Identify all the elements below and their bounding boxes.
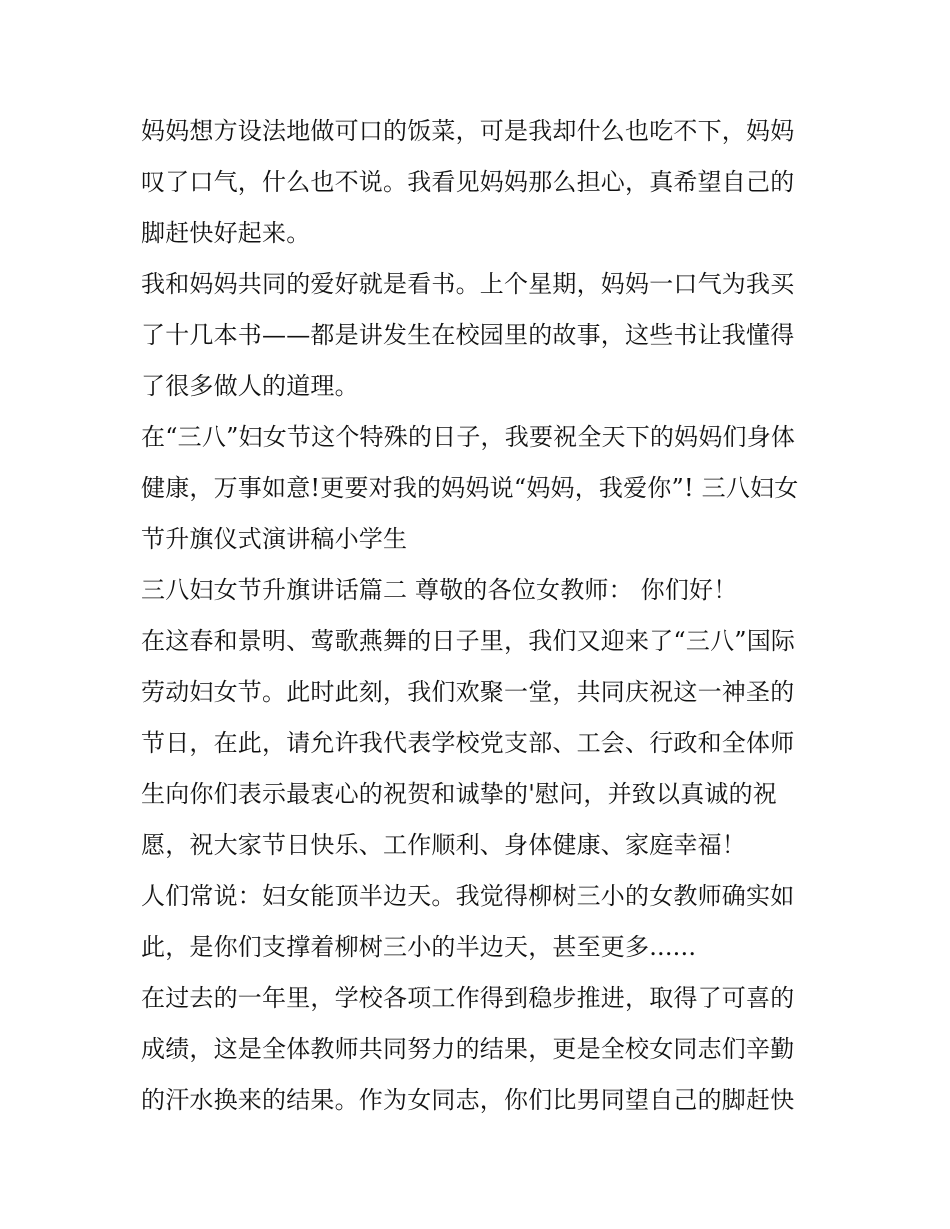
- text-line: 叹了口气，什么也不说。我看见妈妈那么担心，真希望自己的: [141, 168, 795, 196]
- text-line: 节日，在此，请允许我代表学校党支部、工会、行政和全体师: [141, 729, 795, 757]
- text-line: 健康，万事如意!更要对我的妈妈说“妈妈，我爱你”! 三八妇女: [141, 474, 799, 502]
- text-line: 的汗水换来的结果。作为女同志，你们比男同望自己的脚赶快: [141, 1086, 795, 1114]
- text-line: 在“三八”妇女节这个特殊的日子，我要祝全天下的妈妈们身体: [141, 423, 796, 451]
- text-line: 生向你们表示最衷心的祝贺和诚挚的'慰问，并致以真诚的祝: [141, 780, 777, 808]
- body-text: [141, 106, 821, 1126]
- section-heading-line: 三八妇女节升旗讲话篇二 尊敬的各位女教师： 你们好！: [141, 576, 738, 604]
- text-line: 了十几本书——都是讲发生在校园里的故事，这些书让我懂得: [141, 321, 795, 349]
- text-line: 在这春和景明、莺歌燕舞的日子里，我们又迎来了“三八”国际: [141, 627, 796, 655]
- text-line: 了很多做人的道理。: [141, 372, 359, 400]
- text-line: 劳动妇女节。此时此刻，我们欢聚一堂，共同庆祝这一神圣的: [141, 678, 795, 706]
- text-line: 节升旗仪式演讲稿小学生: [141, 525, 408, 553]
- text-line: 妈妈想方设法地做可口的饭菜，可是我却什么也吃不下，妈妈: [141, 117, 795, 145]
- text-line: 脚赶快好起来。: [141, 219, 311, 247]
- text-line: 人们常说：妇女能顶半边天。我觉得柳树三小的女教师确实如: [141, 882, 795, 910]
- text-line: 我和妈妈共同的爱好就是看书。上个星期，妈妈一口气为我买: [141, 270, 795, 298]
- text-line: 在过去的一年里，学校各项工作得到稳步推进，取得了可喜的: [141, 984, 795, 1012]
- text-line: 此，是你们支撑着柳树三小的半边天，甚至更多......: [141, 933, 697, 961]
- text-line: 成绩，这是全体教师共同努力的结果，更是全校女同志们辛勤: [141, 1035, 795, 1063]
- text-line: 愿，祝大家节日快乐、工作顺利、身体健康、家庭幸福！: [141, 831, 746, 859]
